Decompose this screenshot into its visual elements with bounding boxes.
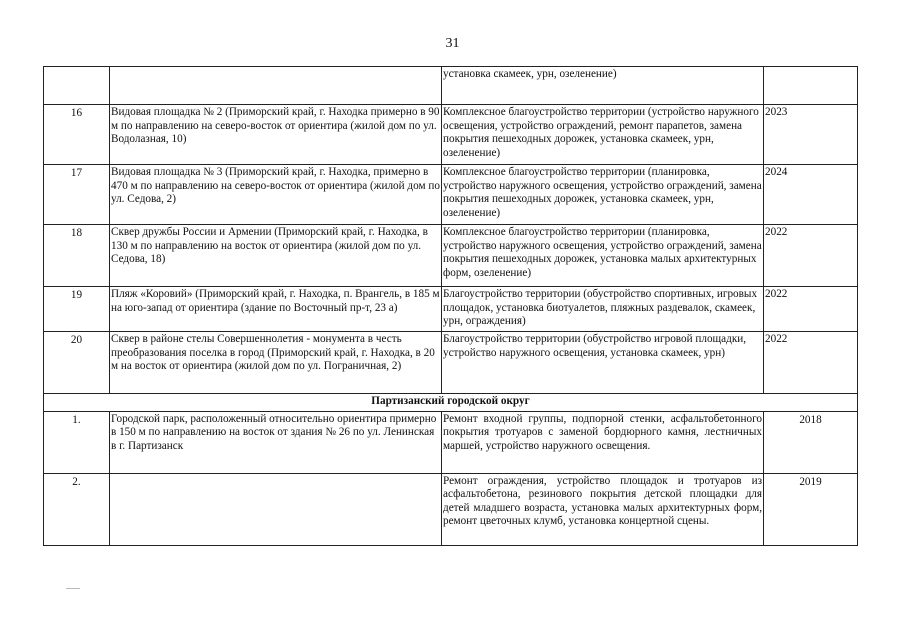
work-cell: Ремонт ограждения, устройство площадок и тротуаров из асфальтобетона, резинового покрытия детской площадки для детей младшего возраста, установка малых архитектурных форм, ремонт цветочных клумб, установка концертной сцены. [442, 473, 764, 545]
object-cell: Городской парк, расположенный относительно ориентира примерно в 150 м по направлению на восток от здания № 26 по ул. Ленинская в г. Партизанск [110, 411, 442, 473]
work-cell: Комплексное благоустройство территории (устройство наружного освещения, устройство ограждений, ремонт парапетов, замена покрытия пешеходных дорожек, установка скамеек, урн, озеленение) [442, 105, 764, 165]
year-cell [764, 67, 858, 105]
object-cell: Пляж «Коровий» (Приморский край, г. Находка, п. Врангель, в 185 м на юго-запад от ориентира (здание по Восточный пр-т, 23 а) [110, 287, 442, 332]
table-row [44, 287, 858, 332]
table-row-continued [44, 67, 858, 105]
object-cell: Видовая площадка № 3 (Приморский край, г. Находка, примерно в 470 м по направлению на северо-восток от ориентира (жилой дом по ул. Седова, 2) [110, 165, 442, 225]
work-cell: установка скамеек, урн, озеленение) [442, 67, 764, 105]
work-cell: Благоустройство территории (обустройство спортивных, игровых площадок, установка биотуалетов, пляжных раздевалок, скамеек, урн, ограждения) [442, 287, 764, 332]
table-row [44, 473, 858, 545]
row-number-cell: 2. [44, 473, 110, 545]
table-row [44, 165, 858, 225]
object-cell: Сквер в районе стелы Совершеннолетия - монумента в честь преобразования поселка в город (Приморский край, г. Находка, в 20 м на восток от ориентира (жилой дом по ул. Пограничная, 2) [110, 332, 442, 394]
year-cell: 2022 [764, 225, 858, 287]
row-number-cell: 1. [44, 411, 110, 473]
table-row [44, 332, 858, 394]
works-table [43, 66, 858, 546]
object-cell: Видовая площадка № 2 (Приморский край, г. Находка примерно в 90 м по направлению на северо-восток от ориентира (жилой дом по ул. Водолазная, 10) [110, 105, 442, 165]
year-cell: 2018 [764, 411, 858, 473]
works-table-wrapper [43, 66, 857, 546]
row-number-cell: 18 [44, 225, 110, 287]
work-cell: Благоустройство территории (обустройство игровой площадки, устройство наружного освещения, установка скамеек, урн) [442, 332, 764, 394]
work-cell: Ремонт входной группы, подпорной стенки, асфальтобетонного покрытия тротуаров с заменой бордюрного камня, лестничных маршей, устройство наружного освещения. [442, 411, 764, 473]
table-row [44, 411, 858, 473]
year-cell: 2024 [764, 165, 858, 225]
row-number-cell: 17 [44, 165, 110, 225]
object-cell [110, 473, 442, 545]
row-number-cell: 20 [44, 332, 110, 394]
section-header-row [44, 394, 858, 412]
row-number-cell [44, 67, 110, 105]
table-row [44, 105, 858, 165]
object-cell [110, 67, 442, 105]
year-cell: 2022 [764, 332, 858, 394]
year-cell: 2022 [764, 287, 858, 332]
section-title: Партизанский городской округ [44, 394, 858, 412]
work-cell: Комплексное благоустройство территории (планировка, устройство наружного освещения, устройство ограждений, замена покрытия пешеходных дорожек, установка малых архитектурных форм, озеленение) [442, 225, 764, 287]
scan-mark [66, 588, 80, 589]
work-cell: Комплексное благоустройство территории (планировка, устройство наружного освещения, устройство ограждений, замена покрытия пешеходных дорожек, установка скамеек, урн, озеленение) [442, 165, 764, 225]
object-cell: Сквер дружбы России и Армении (Приморский край, г. Находка, в 130 м по направлению на восток от ориентира (жилой дом по ул. Седова, 18) [110, 225, 442, 287]
page-number: 31 [445, 36, 460, 51]
year-cell: 2019 [764, 473, 858, 545]
row-number-cell: 19 [44, 287, 110, 332]
row-number-cell: 16 [44, 105, 110, 165]
year-cell: 2023 [764, 105, 858, 165]
table-row [44, 225, 858, 287]
